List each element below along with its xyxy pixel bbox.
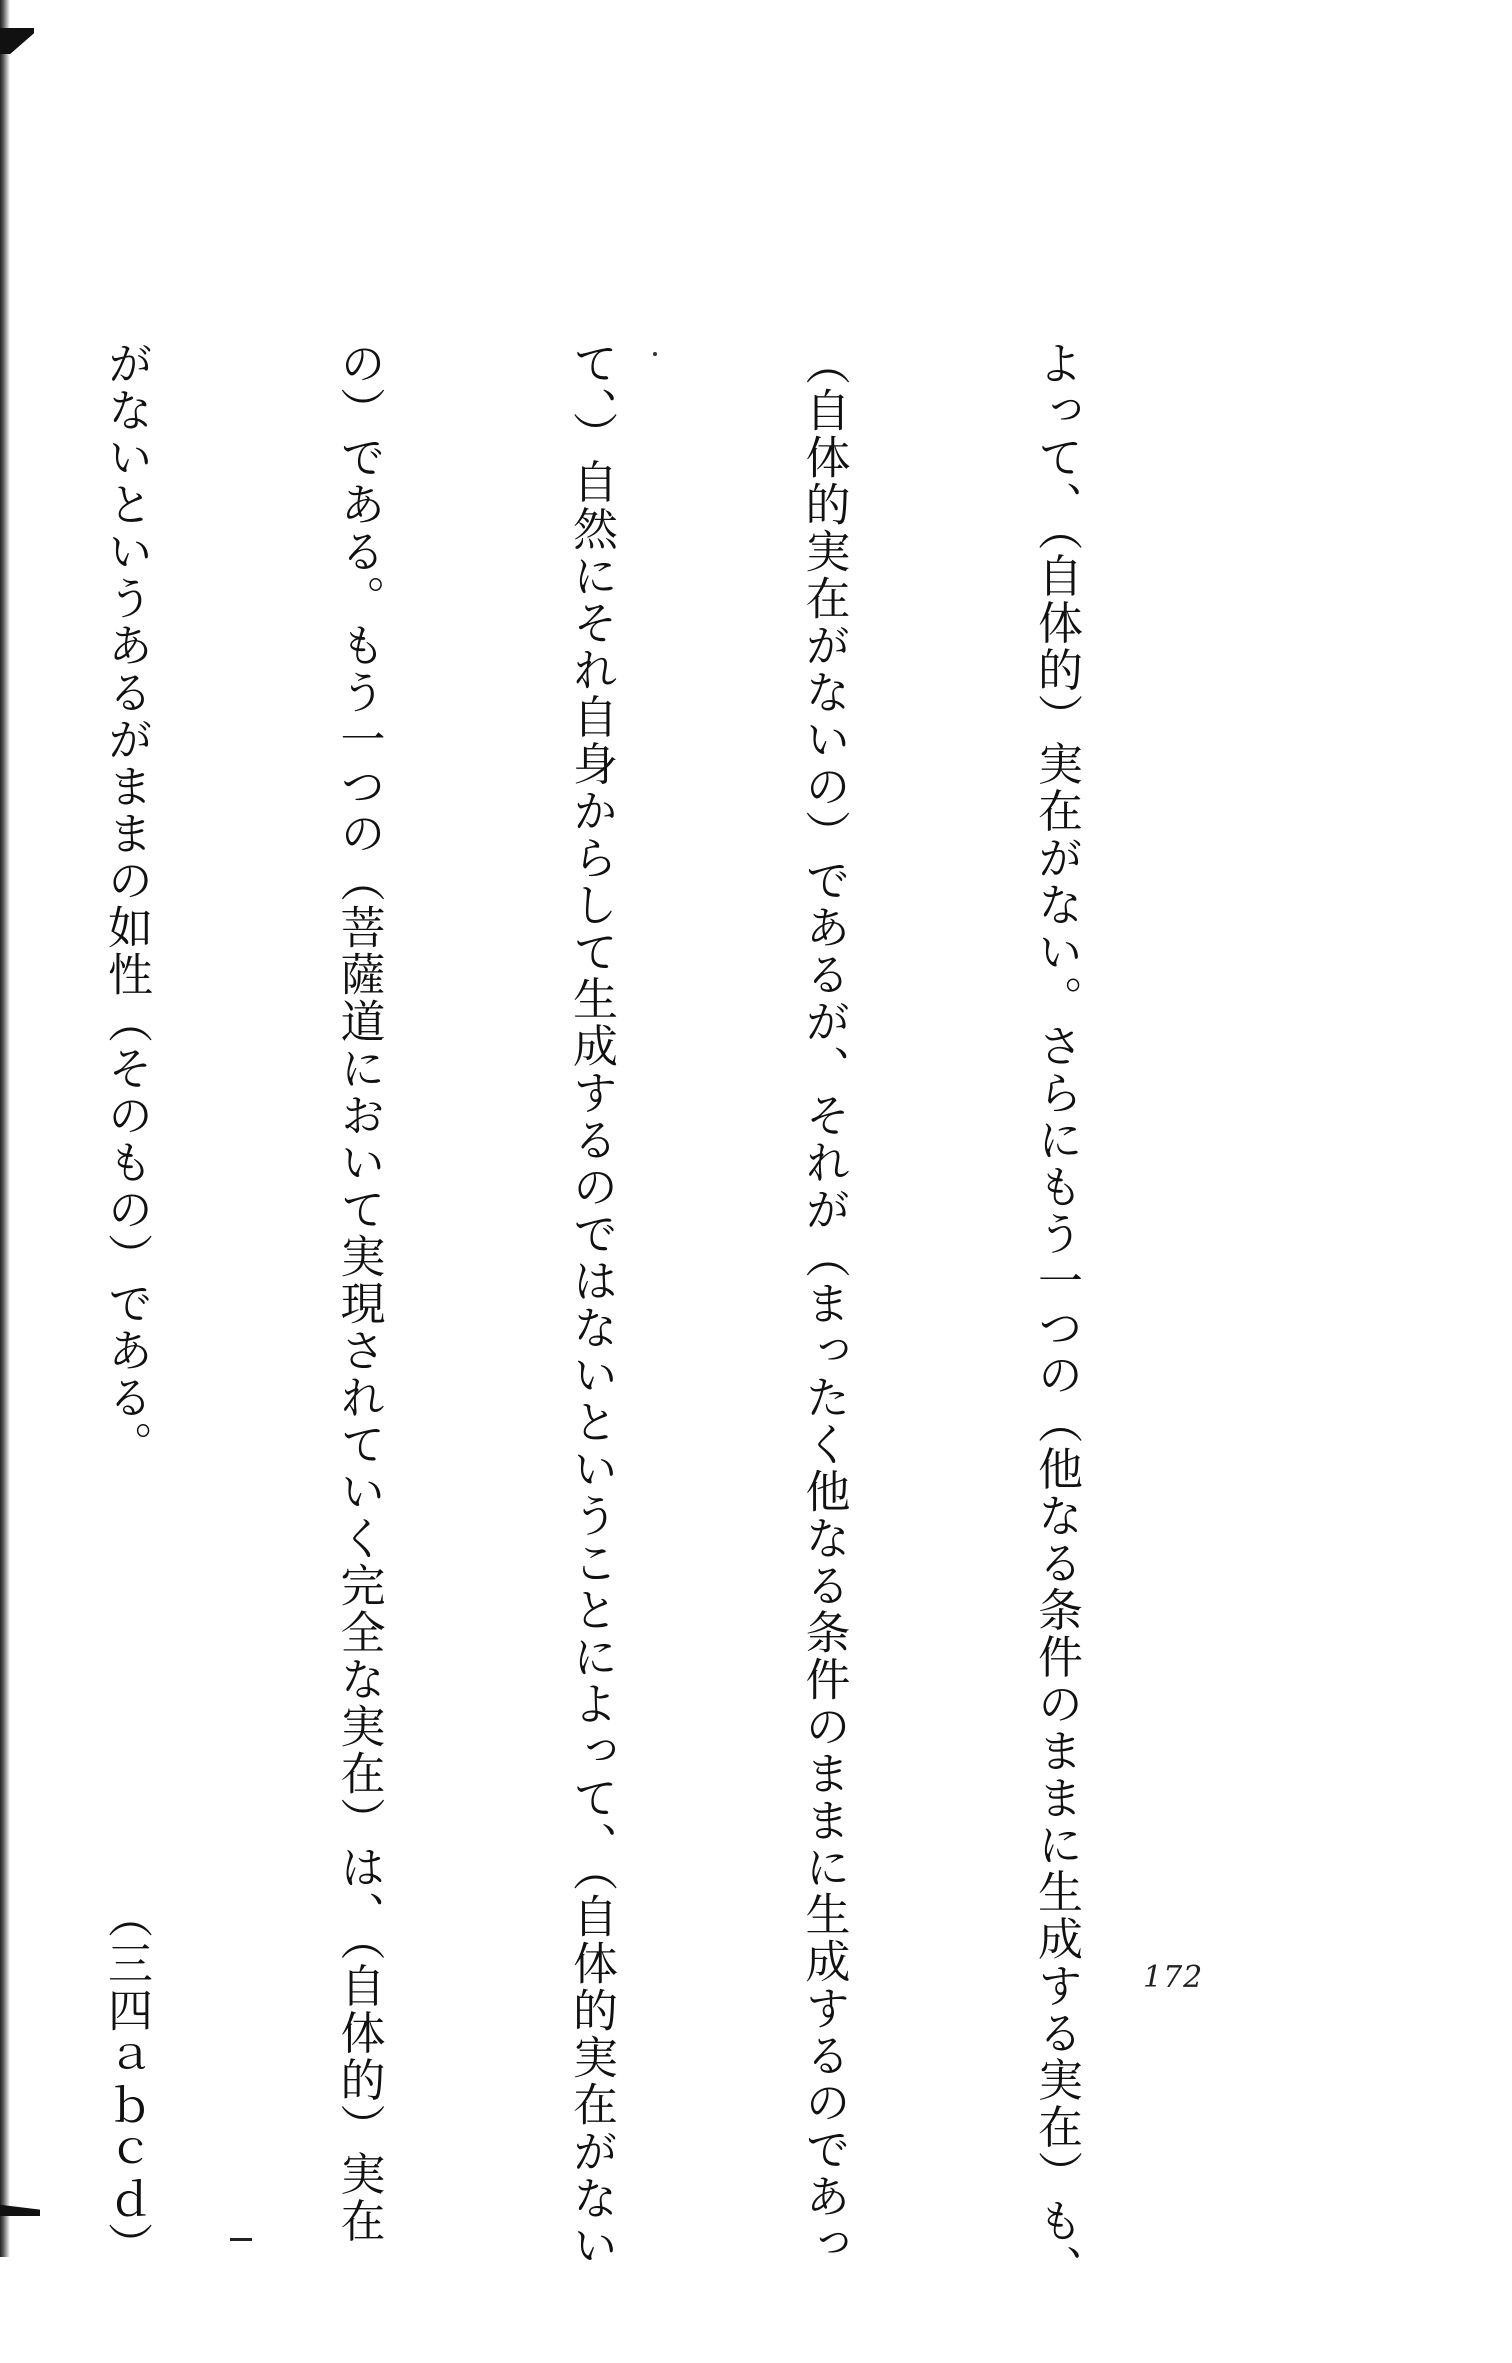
page-number: 172 <box>1143 1960 1204 1995</box>
text-line: の）である。もう一つの（菩薩道において実現されていく完全な実在）は、（自体的）実在 <box>332 340 386 2245</box>
bottom-rule <box>230 2238 252 2241</box>
text-line: て、）自然にそれ自身からして生成するのではないということによって、（自体的実在がない <box>565 340 618 2269</box>
text-line: （自体的実在がないの）であるが、それが（まったく他なる条件のままに生成するのであっ <box>797 340 851 2267</box>
text-line: がないというあるがままの如性（そのもの）である。 （三四ａｂｃｄ） <box>100 340 153 2269</box>
text-line: よって、（自体的）実在がない。さらにもう一つの（他なる条件のままに生成する実在）も、 <box>1030 340 1083 2292</box>
scan-corner-mark-top <box>0 28 34 54</box>
